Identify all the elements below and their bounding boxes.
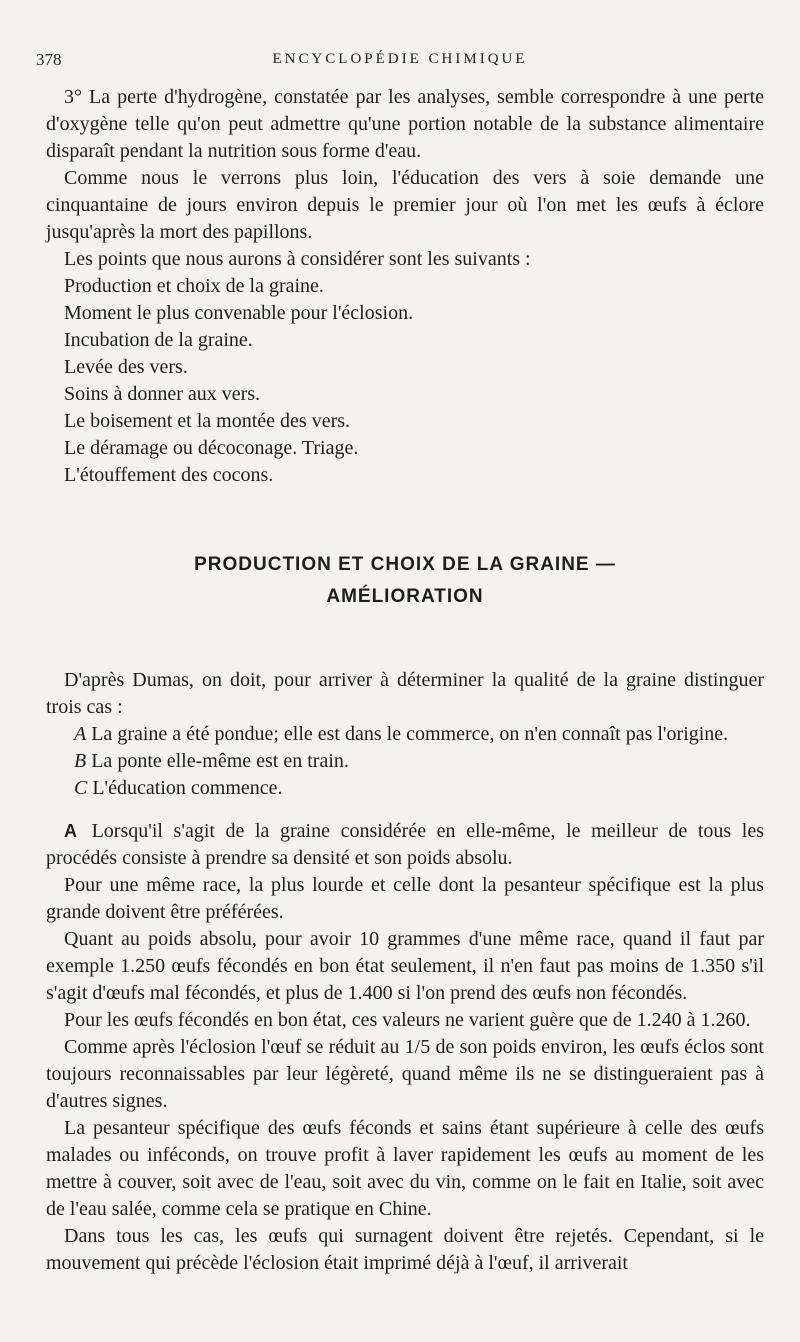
page-number: 378 [36, 50, 62, 69]
paragraph-dumas: D'après Dumas, on doit, pour arriver à déterminer la qualité de la graine distinguer trois cas : [46, 669, 764, 718]
list-item: Moment le plus convenable pour l'éclosion. [64, 302, 414, 324]
paragraph-graine-text: Lorsqu'il s'agit de la graine considérée en elle-même, le meilleur de tous les procédés consiste à prendre sa densité et son poids absolu. [46, 820, 764, 869]
case-text: La graine a été pondue; elle est dans le commerce, on n'en connaît pas l'origine. [91, 723, 729, 745]
points-list [46, 273, 764, 489]
section-heading [46, 549, 764, 613]
paragraph-points-intro: Les points que nous aurons à considérer sont les suivants : [64, 248, 531, 270]
list-item: L'étouffement des cocons. [64, 464, 274, 486]
case-letter: B [74, 750, 87, 772]
case-item [46, 748, 764, 775]
case-letter: A [74, 723, 87, 745]
paragraph-valeurs: Pour les œufs fécondés en bon état, ces valeurs ne varient guère que de 1.240 à 1.260. [64, 1009, 751, 1031]
case-item [46, 775, 764, 802]
case-text: La ponte elle-même est en train. [91, 750, 349, 772]
lead-letter: A [64, 821, 77, 841]
section-heading-line1: PRODUCTION ET CHOIX DE LA GRAINE — [194, 554, 616, 575]
paragraph-pesanteur: La pesanteur spécifique des œufs féconds et sains étant supérieure à celle des œufs malades ou inféconds, on trouve profit à laver rapidement les œufs au moment de les mettre à couver, soit avec de l'eau, soit avec du vin, comme on le fait en Italie, soit avec de l'eau salée, comme cela se pratique en Chine. [46, 1117, 764, 1220]
list-item: Le boisement et la montée des vers. [64, 410, 351, 432]
case-text: L'éducation commence. [92, 777, 283, 799]
list-item: Soins à donner aux vers. [64, 383, 261, 405]
paragraph-graine [46, 818, 764, 872]
case-item [46, 721, 764, 748]
section-heading-line2: AMÉLIORATION [326, 586, 484, 607]
page-body [46, 84, 764, 1277]
running-title: ENCYCLOPÉDIE CHIMIQUE [272, 51, 528, 67]
list-item: Levée des vers. [64, 356, 188, 378]
list-item: Le déramage ou décoconage. Triage. [64, 437, 359, 459]
paragraph-hydrogen: 3° La perte d'hydrogène, constatée par les analyses, semble correspondre à une perte d'oxygène telle qu'on peut admettre qu'une portion notable de la substance alimentaire disparaît pendant la nutrition sous forme d'eau. [46, 86, 764, 162]
list-item: Incubation de la graine. [64, 329, 253, 351]
paragraph-race: Pour une même race, la plus lourde et celle dont la pesanteur spécifique est la plus grande doivent être préférées. [46, 874, 764, 923]
list-item: Production et choix de la graine. [64, 275, 324, 297]
case-letter: C [74, 777, 88, 799]
paragraph-surnagent: Dans tous les cas, les œufs qui surnagent doivent être rejetés. Cependant, si le mouvement qui précède l'éclosion était imprimé déjà à l'œuf, il arriverait [46, 1225, 764, 1274]
paragraph-eclosion: Comme après l'éclosion l'œuf se réduit au 1/5 de son poids environ, les œufs éclos sont toujours reconnaissables par leur légèreté, quand même ils ne se distingueraient pas à d'autres signes. [46, 1036, 764, 1112]
paragraph-education: Comme nous le verrons plus loin, l'éducation des vers à soie demande une cinquantaine de jours environ depuis le premier jour où l'on met les œufs à éclore jusqu'après la mort des papillons. [46, 167, 764, 243]
page-header [36, 50, 764, 74]
paragraph-poids: Quant au poids absolu, pour avoir 10 grammes d'une même race, quand il faut par exemple 1.250 œufs fécondés en bon état seulement, il n'en faut pas moins de 1.350 s'il s'agit d'œufs mal fécondés, et plus de 1.400 si l'on prend des œufs non fécondés. [46, 928, 764, 1004]
